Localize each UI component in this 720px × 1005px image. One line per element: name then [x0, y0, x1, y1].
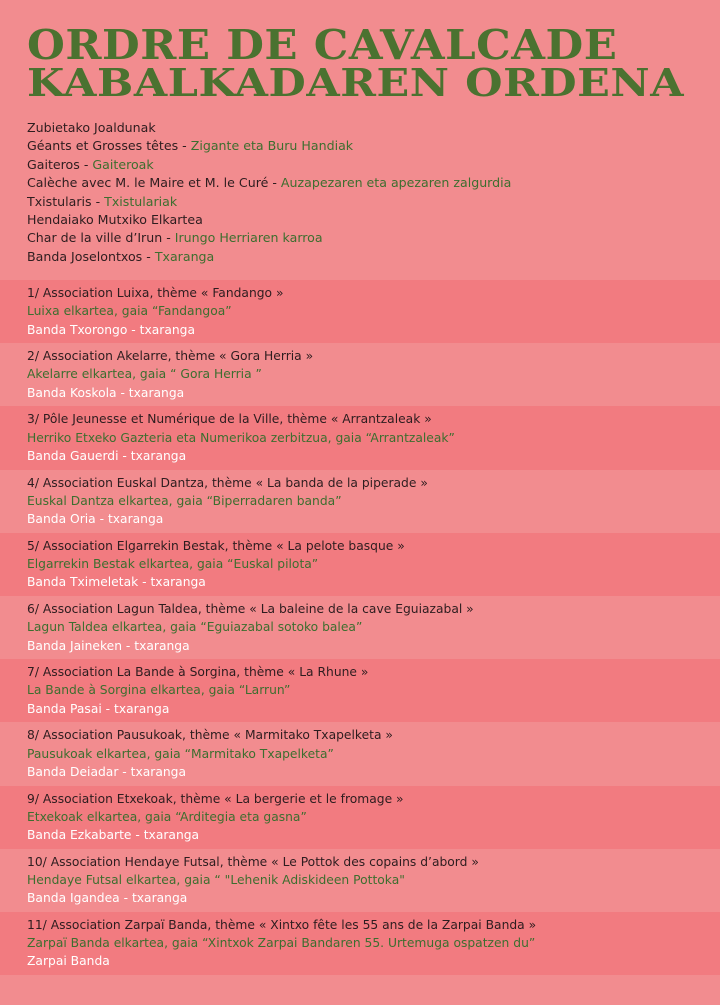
group-band: Banda Jaineken - txaranga [27, 638, 190, 653]
group-basque: Pausukoak elkartea, gaia “Marmitako Txapelketa” [27, 746, 334, 761]
intro-item: Gaiteros - Gaiteroak [27, 156, 154, 172]
group-basque: Akelarre elkartea, gaia “ Gora Herria ” [27, 367, 262, 382]
group-band: Banda Oria - txaranga [27, 512, 164, 527]
group-entry [0, 659, 720, 722]
group-entry [0, 280, 720, 343]
intro-list [27, 119, 511, 266]
intro-item: Banda Joselontxos - Txaranga [27, 248, 215, 264]
group-band: Zarpai Banda [27, 954, 110, 969]
group-band: Banda Pasai - txaranga [27, 701, 170, 716]
intro-item: Zubietako Joaldunak [27, 120, 156, 135]
group-basque: Lagun Taldea elkartea, gaia “Eguiazabal sotoko balea” [27, 620, 363, 635]
intro-item: Calèche avec M. le Maire et M. le Curé - Auzapezaren eta apezaren zalgurdia [27, 175, 512, 191]
intro-item: Txistularis - Txistulariak [27, 193, 178, 209]
group-entry [0, 533, 720, 596]
group-basque: La Bande à Sorgina elkartea, gaia “Larrun” [27, 683, 291, 698]
title-basque: KABALKADAREN ORDENA [27, 60, 685, 105]
group-french: 3/ Pôle Jeunesse et Numérique de la Ville, thème « Arrantzaleak » [27, 412, 432, 427]
intro-item: Hendaiako Mutxiko Elkartea [27, 212, 203, 228]
group-entry [0, 343, 720, 406]
group-french: 11/ Association Zarpaï Banda, thème « Xintxo fête les 55 ans de la Zarpai Banda » [27, 917, 537, 932]
group-band: Banda Gauerdi - txaranga [27, 448, 187, 463]
group-band: Banda Deiadar - txaranga [27, 764, 187, 779]
group-french: 9/ Association Etxekoak, thème « La bergerie et le fromage » [27, 791, 404, 806]
group-band: Banda Igandea - txaranga [27, 891, 188, 906]
group-entry [0, 470, 720, 533]
group-french: 1/ Association Luixa, thème « Fandango » [27, 286, 284, 300]
intro-item: Char de la ville d’Irun - Irungo Herriaren karroa [27, 230, 323, 246]
group-band: Banda Koskola - txaranga [27, 385, 185, 400]
group-entry [0, 912, 720, 975]
group-entry [0, 722, 720, 785]
group-basque: Hendaye Futsal elkartea, gaia “ "Lehenik Adiskideen Pottoka" [27, 872, 405, 887]
title-french: ORDRE DE CAVALCADE [27, 21, 618, 69]
group-basque: Euskal Dantza elkartea, gaia “Biperradaren banda” [27, 493, 342, 508]
group-band: Banda Tximeletak - txaranga [27, 575, 206, 590]
group-entry [0, 849, 720, 912]
parade-groups [0, 280, 720, 975]
group-french: 7/ Association La Bande à Sorgina, thème « La Rhune » [27, 665, 369, 680]
group-entry [0, 596, 720, 659]
group-basque: Elgarrekin Bestak elkartea, gaia “Euskal pilota” [27, 557, 319, 572]
intro-item: Géants et Grosses têtes - Zigante eta Buru Handiak [27, 138, 354, 154]
group-basque: Luixa elkartea, gaia “Fandangoa” [27, 304, 232, 319]
group-french: 4/ Association Euskal Dantza, thème « La banda de la piperade » [27, 475, 428, 490]
group-french: 10/ Association Hendaye Futsal, thème « Le Pottok des copains d’abord » [27, 854, 479, 869]
group-french: 8/ Association Pausukoak, thème « Marmitako Txapelketa » [27, 728, 393, 743]
group-entry [0, 406, 720, 469]
group-french: 2/ Association Akelarre, thème « Gora Herria » [27, 349, 314, 364]
group-basque: Etxekoak elkartea, gaia “Arditegia eta gasna” [27, 809, 307, 824]
group-band: Banda Ezkabarte - txaranga [27, 828, 200, 843]
group-band: Banda Txorongo - txaranga [27, 322, 195, 337]
page-title [27, 21, 707, 105]
group-french: 6/ Association Lagun Taldea, thème « La baleine de la cave Eguiazabal » [27, 601, 474, 616]
group-basque: Herriko Etxeko Gazteria eta Numerikoa zerbitzua, gaia “Arrantzaleak” [27, 430, 455, 445]
group-french: 5/ Association Elgarrekin Bestak, thème « La pelote basque » [27, 538, 405, 553]
group-basque: Zarpaï Banda elkartea, gaia “Xintxok Zarpai Bandaren 55. Urtemuga ospatzen du” [27, 936, 536, 951]
group-entry [0, 786, 720, 849]
